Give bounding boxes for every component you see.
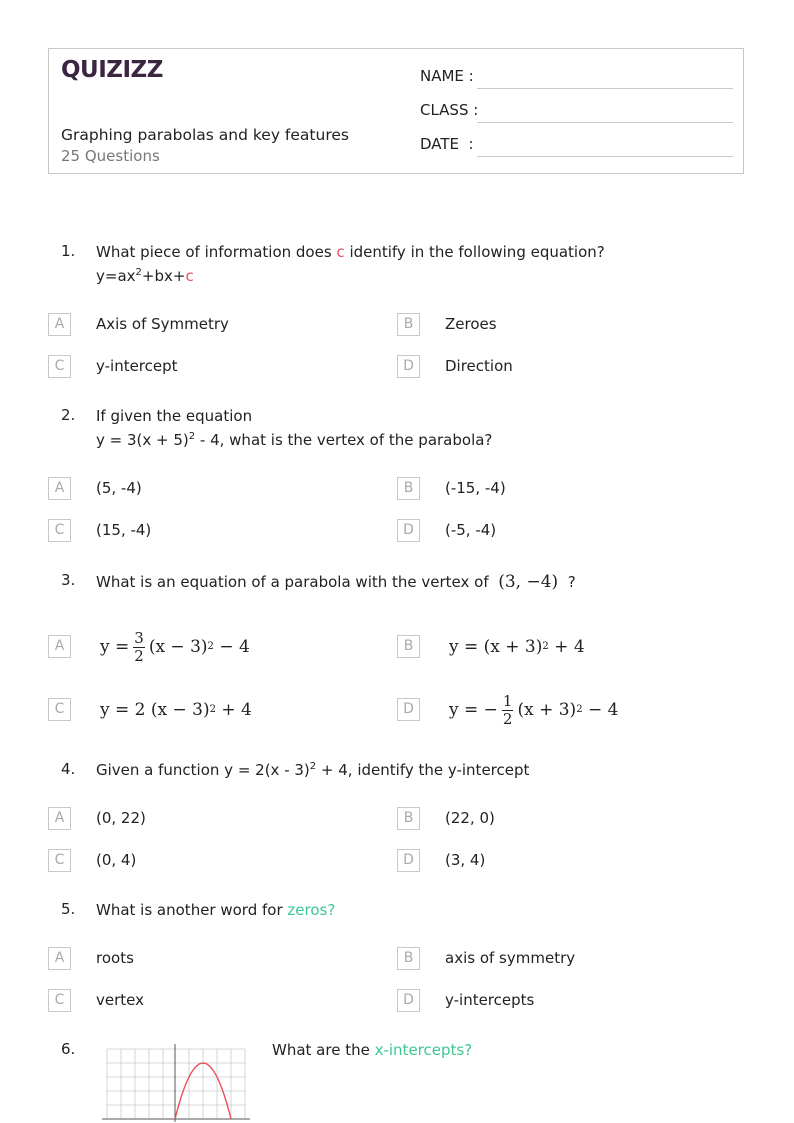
vertex-math: (3, −4) — [498, 572, 559, 592]
worksheet-title: Graphing parabolas and key features — [61, 126, 349, 144]
quizizz-logo: QUIZIZZ — [61, 57, 163, 83]
q3-option-c-box[interactable]: C — [48, 698, 71, 721]
q3-option-d-box[interactable]: D — [397, 698, 420, 721]
question-2-number: 2. — [61, 406, 76, 424]
q1-option-c-text[interactable]: y-intercept — [96, 357, 178, 375]
q3-option-d-math[interactable]: y = − $\frac{1}{2}$ (x + 3) 2 − 4 — [449, 691, 619, 728]
name-label: NAME : — [420, 67, 474, 85]
q1-option-d-text[interactable]: Direction — [445, 357, 513, 375]
q4-option-a-text[interactable]: (0, 22) — [96, 809, 146, 827]
worksheet-header — [48, 48, 744, 174]
question-1-text: What piece of information does c identify in the following equation? $y=ax^2+bx+c$ — [96, 243, 605, 285]
question-4-text: Given a function y = 2(x - 3)$^2$ + 4, identify the y-intercept — [96, 761, 530, 779]
q2-option-d-box[interactable]: D — [397, 519, 420, 542]
question-4-number: 4. — [61, 760, 76, 778]
class-line[interactable] — [477, 122, 733, 123]
date-line[interactable] — [477, 156, 733, 157]
date-label: DATE : — [420, 135, 474, 153]
q1-option-d-box[interactable]: D — [397, 355, 420, 378]
question-3-number: 3. — [61, 571, 76, 589]
q2-option-c-box[interactable]: C — [48, 519, 71, 542]
q5-option-a-box[interactable]: A — [48, 947, 71, 970]
q4-option-c-text[interactable]: (0, 4) — [96, 851, 137, 869]
q4-option-b-box[interactable]: B — [397, 807, 420, 830]
q2-option-a-text[interactable]: (5, -4) — [96, 479, 142, 497]
q3-option-a-math[interactable]: y = $\frac{3}{2}$ (x − 3) 2 − 4 — [100, 628, 250, 665]
q5-option-c-box[interactable]: C — [48, 989, 71, 1012]
graph-grid — [107, 1049, 245, 1119]
q2-option-b-box[interactable]: B — [397, 477, 420, 500]
date-field[interactable] — [420, 135, 733, 159]
q2-option-d-text[interactable]: (-5, -4) — [445, 521, 497, 539]
fraction: $\frac{3}{2}$ — [134, 628, 144, 665]
class-field[interactable] — [420, 101, 733, 125]
q3-option-a-box[interactable]: A — [48, 635, 71, 658]
q3-option-c-math[interactable]: y = 2 (x − 3) 2 + 4 — [100, 700, 252, 720]
q3-option-b-math[interactable]: y = (x + 3) 2 + 4 — [449, 637, 585, 657]
q4-option-d-box[interactable]: D — [397, 849, 420, 872]
q4-option-c-box[interactable]: C — [48, 849, 71, 872]
q3-option-b-box[interactable]: B — [397, 635, 420, 658]
q5-option-b-text[interactable]: axis of symmetry — [445, 949, 576, 967]
question-1-number: 1. — [61, 242, 76, 260]
question-2-text: If given the equation $y = 3(x + 5)^2 - 4$, what is the vertex of the parabola? — [96, 407, 493, 449]
question-5-number: 5. — [61, 900, 76, 918]
q1-option-a-box[interactable]: A — [48, 313, 71, 336]
q4-option-a-box[interactable]: A — [48, 807, 71, 830]
question-6-text: What are the x-intercepts? — [272, 1041, 473, 1059]
q5-option-d-box[interactable]: D — [397, 989, 420, 1012]
question-5-text: What is another word for zeros? — [96, 901, 336, 919]
name-field[interactable] — [420, 67, 733, 91]
q1-option-b-box[interactable]: B — [397, 313, 420, 336]
q2-option-c-text[interactable]: (15, -4) — [96, 521, 152, 539]
q1-option-b-text[interactable]: Zeroes — [445, 315, 497, 333]
graph-axes — [102, 1044, 250, 1122]
q1-option-c-box[interactable]: C — [48, 355, 71, 378]
parabola-graph — [100, 1040, 256, 1123]
question-6-number: 6. — [61, 1040, 76, 1058]
fraction: $\frac{1}{2}$ — [502, 691, 513, 728]
class-label: CLASS : — [420, 101, 479, 119]
question-3-text: What is an equation of a parabola with the vertex of (3, −4) ? — [96, 572, 576, 592]
q5-option-a-text[interactable]: roots — [96, 949, 134, 967]
q1-option-a-text[interactable]: Axis of Symmetry — [96, 315, 229, 333]
question-count: 25 Questions — [61, 147, 160, 165]
q4-option-d-text[interactable]: (3, 4) — [445, 851, 486, 869]
q2-option-b-text[interactable]: (-15, -4) — [445, 479, 506, 497]
q4-option-b-text[interactable]: (22, 0) — [445, 809, 495, 827]
q5-option-b-box[interactable]: B — [397, 947, 420, 970]
name-line[interactable] — [477, 88, 733, 89]
q2-option-a-box[interactable]: A — [48, 477, 71, 500]
q5-option-c-text[interactable]: vertex — [96, 991, 144, 1009]
q5-option-d-text[interactable]: y-intercepts — [445, 991, 535, 1009]
